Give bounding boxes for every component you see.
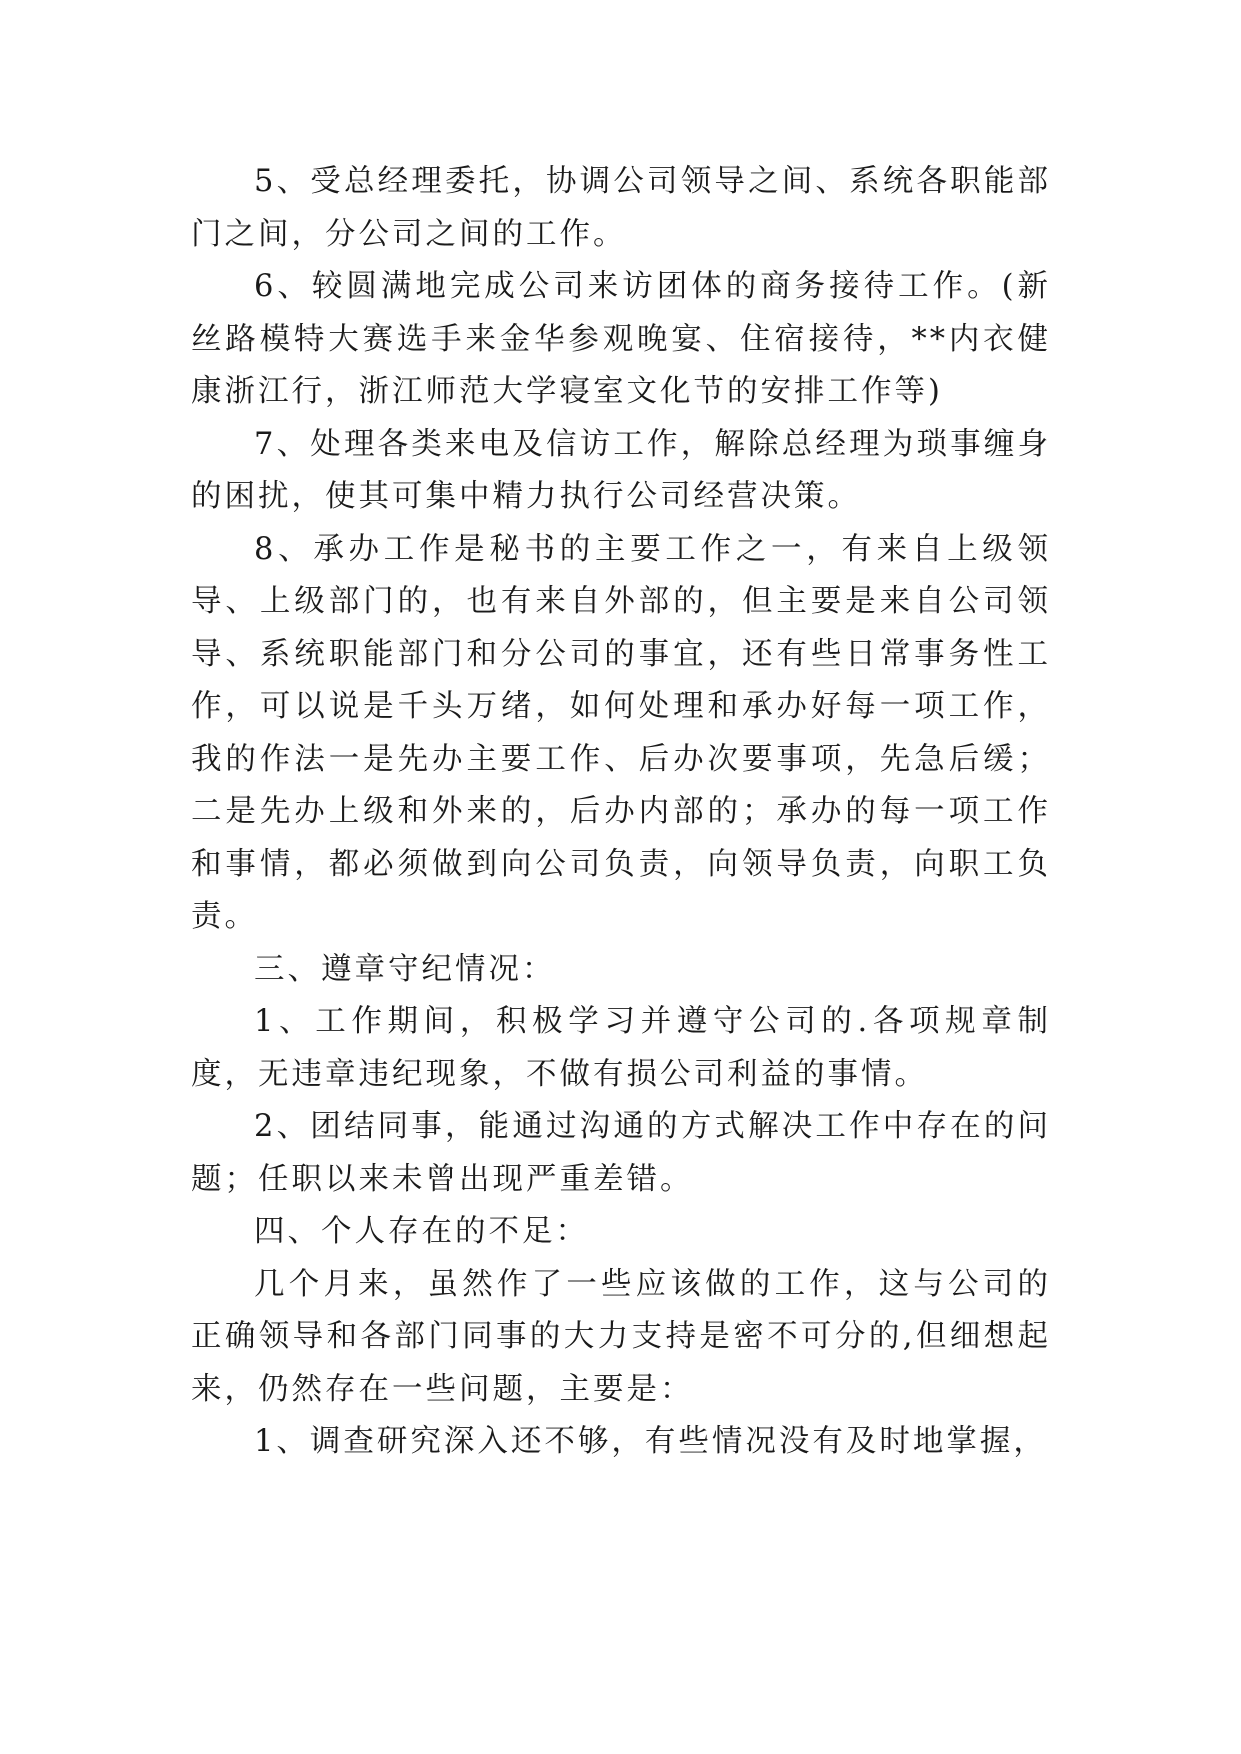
paragraph-item-6: 6、较圆满地完成公司来访团体的商务接待工作。(新丝路模特大赛选手来金华参观晚宴、住宿接待，**内衣健康浙江行，浙江师范大学寝室文化节的安排工作等)	[191, 269, 1051, 409]
paragraph-discipline-2: 2、团结同事，能通过沟通的方式解决工作中存在的问题；任职以来未曾出现严重差错。	[191, 1109, 1051, 1197]
paragraph-shortcomings-1: 1、调查研究深入还不够，有些情况没有及时地掌握，	[254, 1424, 1047, 1459]
paragraph-item-7: 7、处理各类来电及信访工作，解除总经理为琐事缠身的困扰，使其可集中精力执行公司经营决策。	[191, 426, 1051, 514]
section-heading-shortcomings: 四、个人存在的不足：	[254, 1214, 589, 1249]
paragraph-shortcomings-intro: 几个月来，虽然作了一些应该做的工作，这与公司的正确领导和各部门同事的大力支持是密不可分的,但细想起来，仍然存在一些问题，主要是：	[191, 1266, 1051, 1407]
section-heading-discipline: 三、遵章守纪情况：	[254, 951, 556, 987]
paragraph-item-5: 5、受总经理委托，协调公司领导之间、系统各职能部门之间，分公司之间的工作。	[191, 164, 1051, 252]
paragraph-item-8: 8、承办工作是秘书的主要工作之一，有来自上级领导、上级部门的，也有来自外部的，但主要是来自公司领导、系统职能部门和分公司的事宜，还有些日常事务性工作，可以说是千头万绪，如何处理和承办好每一项工作，我的作法一是先办主要工作、后办次要事项，先急后缓；二是先办上级和外来的，后办内部的；承办的每一项工作和事情，都必须做到向公司负责，向领导负责，向职工负责。	[191, 531, 1051, 934]
paragraph-discipline-1: 1、工作期间，积极学习并遵守公司的.各项规章制度，无违章违纪现象，不做有损公司利益的事情。	[191, 1004, 1051, 1092]
document-page	[191, 156, 1051, 1469]
